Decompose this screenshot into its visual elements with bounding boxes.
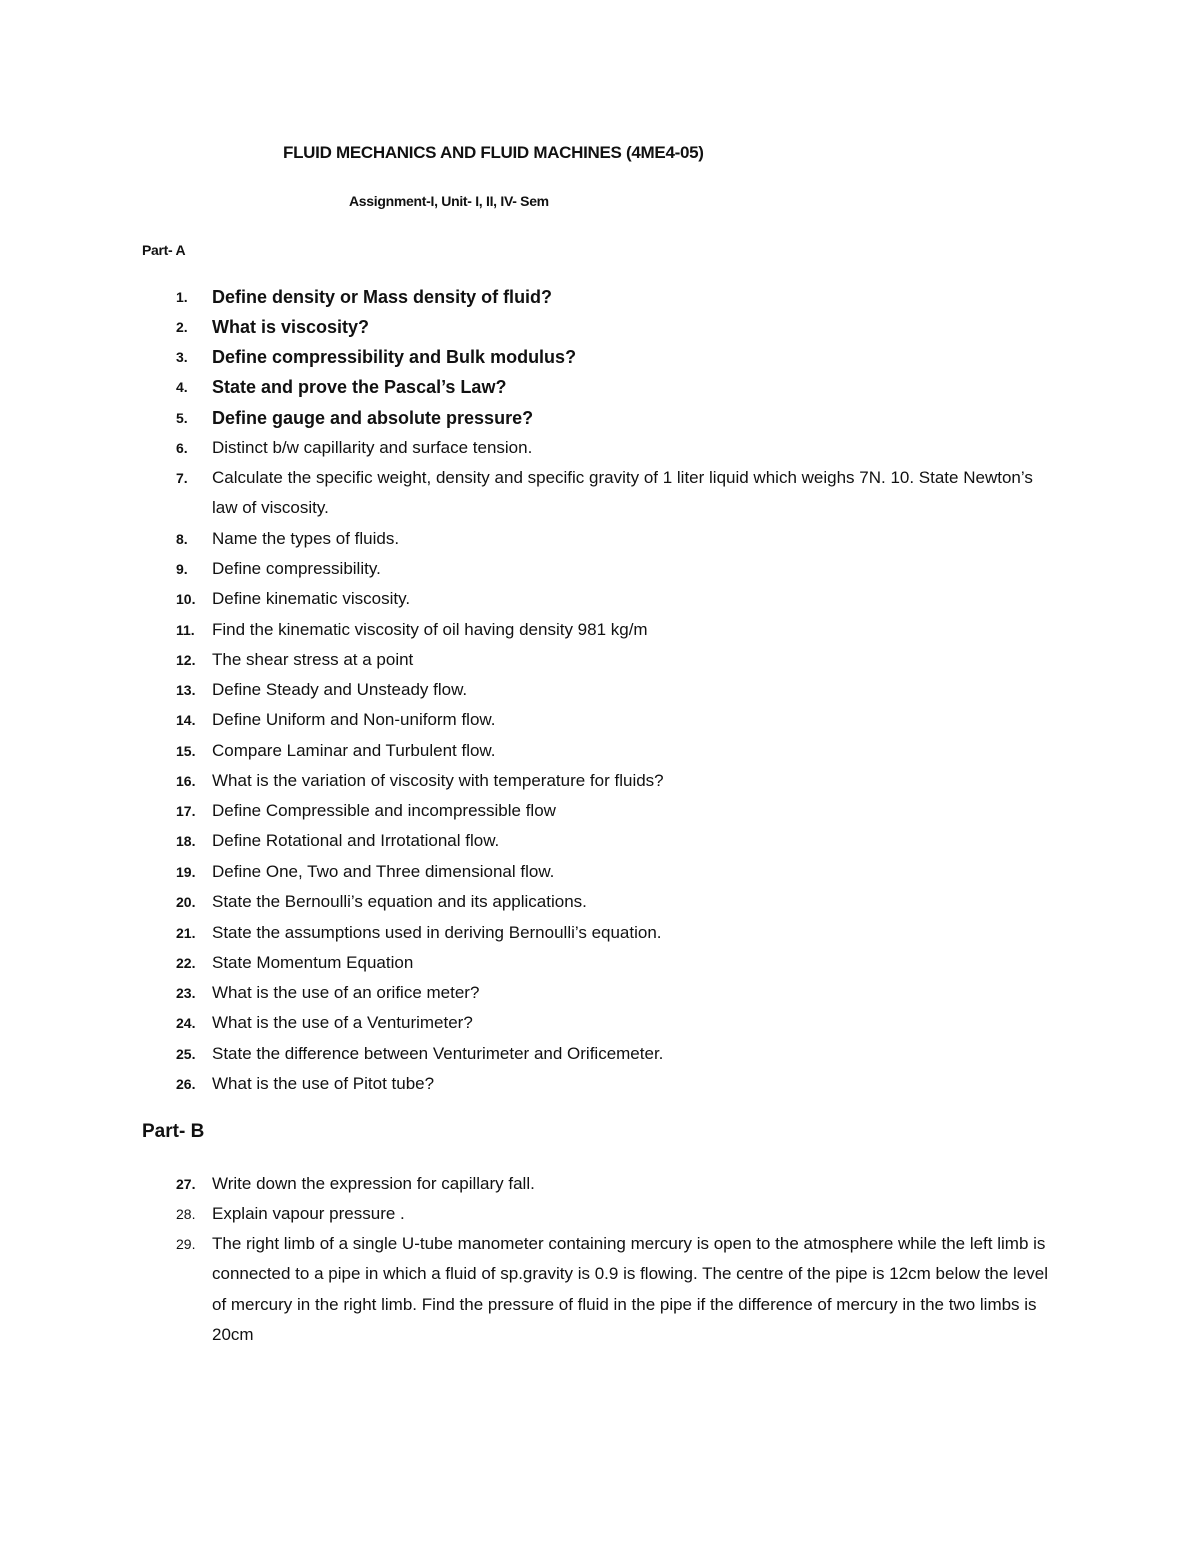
question-text: What is the variation of viscosity with temperature for fluids? bbox=[212, 771, 664, 790]
part-b-heading: Part- B bbox=[142, 1121, 205, 1142]
question-text: Define kinematic viscosity. bbox=[212, 589, 411, 608]
question-text: Find the kinematic viscosity of oil having density 981 kg/m bbox=[212, 620, 648, 639]
question-number: 15. bbox=[176, 743, 196, 759]
question-number: 2. bbox=[176, 319, 188, 335]
question-text: State and prove the Pascal’s Law? bbox=[212, 377, 507, 397]
question-number: 28. bbox=[176, 1206, 196, 1222]
question-text: What is the use of a Venturimeter? bbox=[212, 1013, 473, 1032]
question-number: 17. bbox=[176, 803, 196, 819]
question-text: Name the types of fluids. bbox=[212, 529, 400, 548]
question-number: 29. bbox=[176, 1236, 196, 1252]
question-number: 5. bbox=[176, 410, 188, 426]
question-number: 27. bbox=[176, 1176, 196, 1192]
question-number: 18. bbox=[176, 833, 196, 849]
question-number: 8. bbox=[176, 531, 188, 547]
question-text: Define density or Mass density of fluid? bbox=[212, 287, 553, 307]
question-number: 3. bbox=[176, 349, 188, 365]
question-number: 19. bbox=[176, 864, 196, 880]
question-text: Define Steady and Unsteady flow. bbox=[212, 680, 468, 699]
question-number: 25. bbox=[176, 1046, 196, 1062]
question-text: Define compressibility and Bulk modulus? bbox=[212, 347, 577, 367]
question-number: 4. bbox=[176, 379, 188, 395]
question-number: 13. bbox=[176, 682, 196, 698]
question-text: State the Bernoulli’s equation and its applications. bbox=[212, 892, 587, 911]
question-text: Calculate the specific weight, density and specific gravity of 1 liter liquid which weighs 7N. 10. State Newton’s law of viscosity. bbox=[212, 468, 1033, 518]
question-text: What is the use of an orifice meter? bbox=[212, 983, 480, 1002]
question-text: Define Compressible and incompressible flow bbox=[212, 801, 556, 820]
question-number: 1. bbox=[176, 289, 188, 305]
question-text: Compare Laminar and Turbulent flow. bbox=[212, 741, 496, 760]
question-text: Define Uniform and Non-uniform flow. bbox=[212, 710, 496, 729]
question-number: 22. bbox=[176, 955, 196, 971]
part-a-heading: Part- A bbox=[142, 242, 186, 258]
question-number: 12. bbox=[176, 652, 196, 668]
question-number: 24. bbox=[176, 1015, 196, 1031]
question-number: 23. bbox=[176, 985, 196, 1001]
question-text: What is viscosity? bbox=[212, 317, 370, 337]
question-number: 10. bbox=[176, 591, 196, 607]
question-text: State the assumptions used in deriving Bernoulli’s equation. bbox=[212, 923, 662, 942]
question-number: 20. bbox=[176, 894, 196, 910]
question-text: State Momentum Equation bbox=[212, 953, 414, 972]
question-text: Define One, Two and Three dimensional flow. bbox=[212, 862, 555, 881]
question-text: Define compressibility. bbox=[212, 559, 381, 578]
question-text: Write down the expression for capillary fall. bbox=[212, 1174, 535, 1193]
question-number: 26. bbox=[176, 1076, 196, 1092]
question-number: 6. bbox=[176, 440, 188, 456]
question-text: Explain vapour pressure . bbox=[212, 1204, 405, 1223]
question-text: What is the use of Pitot tube? bbox=[212, 1074, 435, 1093]
question-text: The right limb of a single U-tube manometer containing mercury is open to the atmosphere while the left limb is connected to a pipe in which a fluid of sp.gravity is 0.9 is flowing. The centre of the pipe is 12cm below the level of mercury in the right limb. Find the pressure of fluid in the pipe if the difference of mercury in the two limbs is 20cm bbox=[212, 1234, 1048, 1344]
question-number: 14. bbox=[176, 712, 196, 728]
question-text: State the difference between Venturimeter and Orificemeter. bbox=[212, 1044, 664, 1063]
question-number: 16. bbox=[176, 773, 196, 789]
question-number: 7. bbox=[176, 470, 188, 486]
document-subtitle: Assignment-I, Unit- I, II, IV- Sem bbox=[349, 193, 549, 209]
question-number: 21. bbox=[176, 925, 196, 941]
question-text: Define Rotational and Irrotational flow. bbox=[212, 831, 500, 850]
document-title: FLUID MECHANICS AND FLUID MACHINES (4ME4-05) bbox=[283, 143, 704, 162]
question-text: The shear stress at a point bbox=[212, 650, 414, 669]
question-number: 9. bbox=[176, 561, 188, 577]
question-number: 11. bbox=[176, 622, 195, 638]
question-text: Define gauge and absolute pressure? bbox=[212, 408, 534, 428]
question-text: Distinct b/w capillarity and surface tension. bbox=[212, 438, 533, 457]
